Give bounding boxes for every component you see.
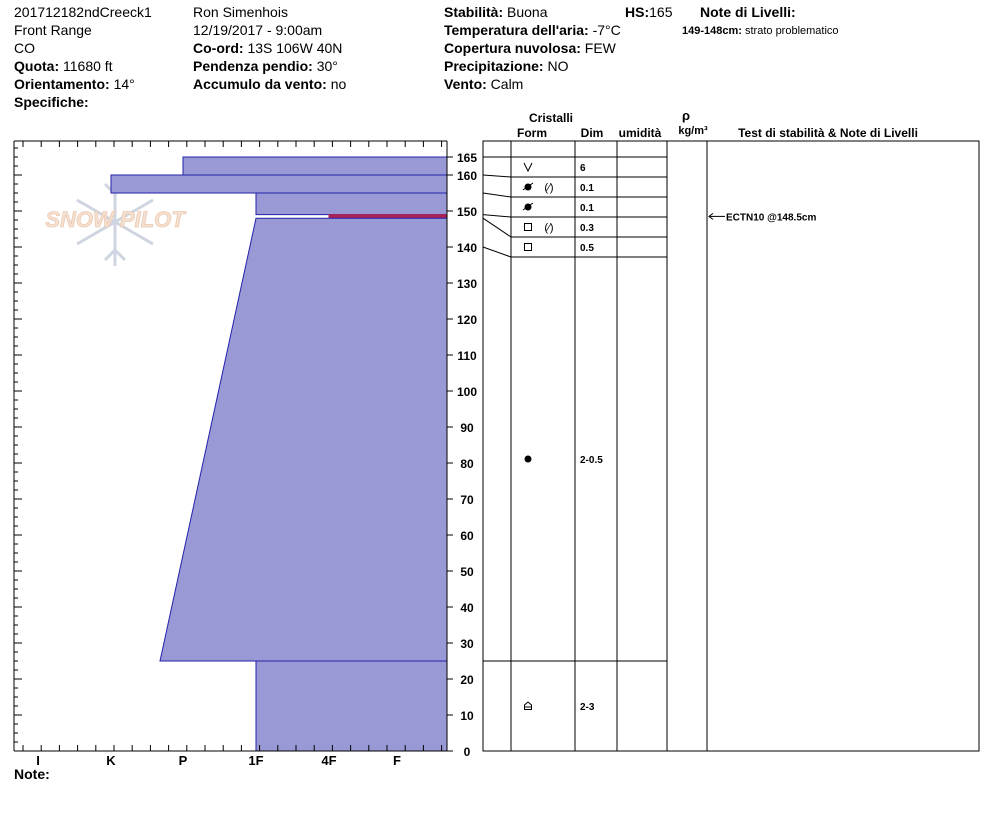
aspect-value: 14° — [113, 76, 135, 92]
crystal-form-icon — [525, 702, 532, 710]
state: CO — [14, 40, 35, 56]
crystal-form-icon — [523, 203, 533, 211]
moisture-header: umidità — [618, 126, 662, 140]
density-unit-header: kg/m³ — [678, 125, 708, 137]
layer-note-text: strato problematico — [745, 25, 839, 37]
coord-value: 13S 106W 40N — [247, 40, 343, 56]
height-tick-label: 120 — [456, 313, 478, 327]
stability-label: Stabilità: — [444, 4, 504, 20]
snowpilot-logo-text: SNOW PILOT — [45, 207, 185, 232]
crystals-header: Cristalli — [528, 111, 574, 125]
crystal-size: 2-3 — [580, 702, 595, 713]
layer-connector — [483, 193, 511, 197]
hardness-tick-label: K — [106, 753, 116, 768]
hs-label: HS: — [625, 4, 650, 20]
height-tick-label: 70 — [460, 493, 474, 507]
height-tick-label: 10 — [460, 709, 474, 723]
stability-test-label: ECTN10 @148.5cm — [726, 212, 817, 224]
height-tick-label: 0 — [463, 745, 471, 759]
faceted-crystal-icon — [525, 244, 532, 251]
height-tick-label: 100 — [456, 385, 478, 399]
air-temp-label: Temperatura dell'aria: — [444, 22, 589, 38]
height-tick-label: 150 — [456, 205, 478, 219]
notes-label: Note: — [14, 766, 50, 782]
precip-value: NO — [547, 58, 569, 74]
layer-connector — [483, 218, 511, 237]
tests-header: Test di stabilità & Note di Livelli — [738, 126, 918, 140]
surface-hoar-icon — [524, 163, 532, 171]
crystal-size: 0.1 — [580, 183, 594, 194]
height-tick-label: 90 — [460, 421, 474, 435]
height-tick-label: 165 — [456, 151, 478, 165]
layer-connector — [483, 175, 511, 177]
depth-hoar-icon — [525, 702, 532, 710]
hardness-layer — [256, 193, 447, 215]
wind-loading-value: no — [330, 76, 347, 92]
wind-value: Calm — [490, 76, 524, 92]
crystal-form-icon — [525, 244, 532, 251]
layer-note-range: 149-148cm: — [682, 25, 742, 37]
coord-label: Co-ord: — [193, 40, 244, 56]
crystal-size: 6 — [580, 163, 586, 174]
cloud-value: FEW — [584, 40, 616, 56]
crystal-size: 2-0.5 — [580, 455, 603, 466]
table-frame — [483, 141, 979, 751]
crystal-secondary-form: (⁄) — [544, 222, 554, 234]
crystal-form-icon — [524, 163, 532, 171]
density-rho-header: ρ — [681, 108, 691, 123]
layer-connector — [483, 215, 511, 217]
precip-label: Precipitazione: — [444, 58, 544, 74]
specifics-label: Specifiche: — [14, 94, 89, 110]
crystal-form-icon — [525, 456, 532, 463]
elevation-value: 11680 ft — [63, 58, 113, 74]
wind-loading-label: Accumulo da vento: — [193, 76, 327, 92]
crystal-size: 0.5 — [580, 243, 594, 254]
hardness-tick-label: 4F — [321, 753, 337, 768]
observer: Ron Simenhois — [193, 4, 288, 20]
height-tick-label: 50 — [460, 565, 474, 579]
hardness-layer — [183, 157, 447, 175]
air-temp-value: -7°C — [592, 22, 621, 38]
height-tick-label: 80 — [460, 457, 474, 471]
height-tick-label: 40 — [460, 601, 474, 615]
height-tick-label: 140 — [456, 241, 478, 255]
size-header: Dim — [580, 126, 604, 140]
aspect-label: Orientamento: — [14, 76, 110, 92]
form-header: Form — [517, 126, 547, 140]
hardness-layer — [111, 175, 447, 193]
layer-notes-label: Note di Livelli: — [700, 4, 796, 20]
height-tick-label: 130 — [456, 277, 478, 291]
rounded-grain-icon — [525, 456, 532, 463]
hardness-tick-label: F — [393, 753, 401, 768]
layer-connector — [483, 247, 511, 257]
hardness-layer — [160, 218, 447, 661]
hardness-layer — [256, 661, 447, 751]
height-tick-label: 30 — [460, 637, 474, 651]
crystal-form-icon — [525, 224, 532, 231]
hardness-tick-label: I — [36, 753, 40, 768]
hardness-tick-label: 1F — [248, 753, 264, 768]
elevation-label: Quota: — [14, 58, 60, 74]
problem-layer-band — [329, 215, 447, 219]
mountain-range: Front Range — [14, 22, 92, 38]
slope-value: 30° — [316, 58, 338, 74]
hardness-tick-label: P — [178, 753, 188, 768]
height-tick-label: 60 — [460, 529, 474, 543]
crystal-size: 0.3 — [580, 223, 594, 234]
site-id: 201712182ndCreeck1 — [14, 4, 152, 20]
wind-label: Vento: — [444, 76, 487, 92]
faceted-crystal-icon — [525, 224, 532, 231]
cloud-label: Copertura nuvolosa: — [444, 40, 581, 56]
datetime: 12/19/2017 - 9:00am — [193, 22, 323, 38]
height-tick-label: 160 — [456, 169, 478, 183]
crystal-form-icon — [523, 183, 533, 191]
height-tick-label: 110 — [457, 349, 477, 363]
crystal-size: 0.1 — [580, 203, 594, 214]
crystal-secondary-form: (⁄) — [544, 182, 554, 194]
slope-label: Pendenza pendio: — [193, 58, 313, 74]
stability-value: Buona — [507, 4, 548, 20]
hs-value: 165 — [649, 4, 673, 20]
height-tick-label: 20 — [460, 673, 474, 687]
